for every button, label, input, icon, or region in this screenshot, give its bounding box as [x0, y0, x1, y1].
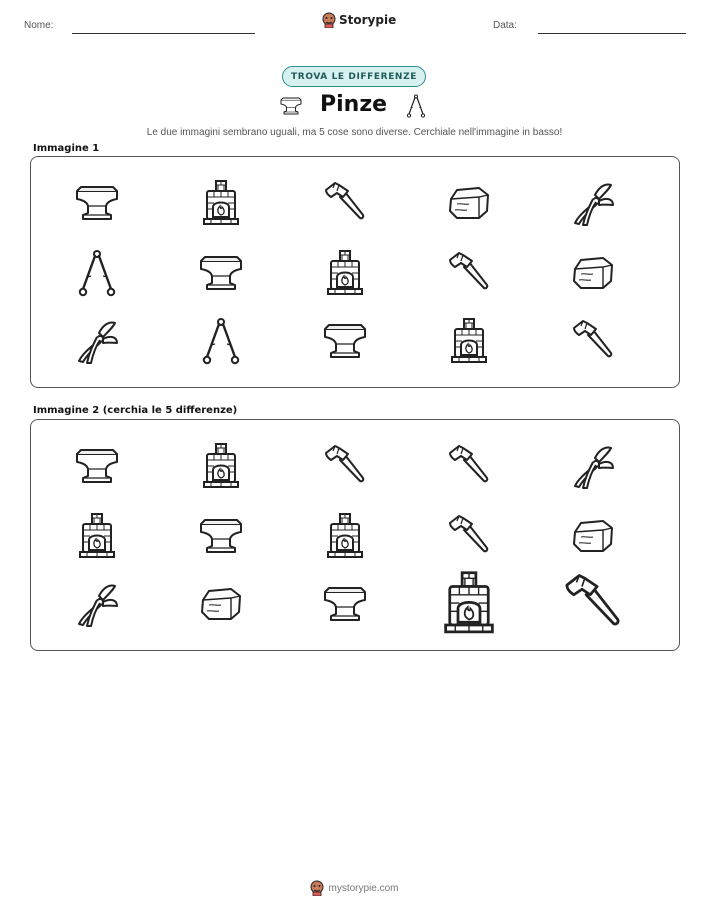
- forge-icon: [321, 249, 369, 297]
- grid-cell[interactable]: [569, 512, 617, 560]
- title-row: [276, 90, 432, 124]
- hammer-icon: [445, 512, 493, 560]
- forge-icon: [445, 317, 493, 365]
- page-title: Pinze: [320, 92, 388, 117]
- grid-cell: [197, 317, 245, 365]
- hammer-icon: [560, 570, 626, 636]
- pliers-icon: [73, 580, 121, 628]
- grid-cell: [197, 179, 245, 227]
- image1-panel: [30, 156, 680, 388]
- grid-cell: [445, 179, 493, 227]
- image2-panel[interactable]: [30, 419, 680, 651]
- tongs-icon: [197, 317, 245, 365]
- hammer-icon: [569, 317, 617, 365]
- mascot-icon: [310, 880, 324, 896]
- forge-icon: [73, 512, 121, 560]
- footer: [0, 880, 709, 896]
- grid-cell: [321, 317, 369, 365]
- anvil-icon: [197, 249, 245, 297]
- grid-cell: [73, 179, 121, 227]
- grid-cell: [321, 249, 369, 297]
- hammer-icon: [445, 249, 493, 297]
- date-label: Data:: [493, 20, 517, 31]
- grid-cell: [445, 317, 493, 365]
- brand-name: Storypie: [339, 13, 397, 27]
- name-label: Nome:: [24, 20, 54, 31]
- grid-cell[interactable]: [321, 512, 369, 560]
- pliers-icon: [569, 179, 617, 227]
- grid-cell[interactable]: [197, 580, 245, 628]
- grid-cell[interactable]: [445, 512, 493, 560]
- grid-cell[interactable]: [321, 442, 369, 490]
- anvil-icon: [73, 442, 121, 490]
- anvil-icon: [321, 580, 369, 628]
- activity-badge: TROVA LE DIFFERENZE: [282, 66, 426, 87]
- image1-label: Immagine 1: [33, 143, 100, 154]
- grid-cell: [569, 317, 617, 365]
- hammer-icon: [321, 442, 369, 490]
- brand-logo: [322, 12, 396, 28]
- forge-icon: [197, 442, 245, 490]
- forge-icon: [436, 570, 502, 636]
- pliers-icon: [73, 317, 121, 365]
- grid-cell: [569, 179, 617, 227]
- stone-icon: [445, 179, 493, 227]
- anvil-icon: [276, 94, 306, 118]
- grid-cell[interactable]: [73, 580, 121, 628]
- forge-icon: [197, 179, 245, 227]
- tongs-icon: [404, 90, 428, 122]
- grid-cell[interactable]: [436, 570, 502, 636]
- grid-cell: [321, 179, 369, 227]
- grid-cell: [197, 249, 245, 297]
- grid-cell[interactable]: [197, 442, 245, 490]
- anvil-icon: [197, 512, 245, 560]
- stone-icon: [569, 512, 617, 560]
- grid-cell[interactable]: [560, 570, 626, 636]
- name-line[interactable]: [72, 33, 255, 34]
- mascot-icon: [322, 12, 336, 28]
- grid-cell[interactable]: [73, 512, 121, 560]
- grid-cell: [569, 249, 617, 297]
- tongs-icon: [73, 249, 121, 297]
- grid-cell[interactable]: [445, 442, 493, 490]
- grid-cell: [73, 249, 121, 297]
- grid-cell: [445, 249, 493, 297]
- instructions: Le due immagini sembrano uguali, ma 5 cose sono diverse. Cerchiale nell'immagine in basso!: [146, 127, 563, 138]
- grid-cell[interactable]: [73, 442, 121, 490]
- grid-cell[interactable]: [197, 512, 245, 560]
- hammer-icon: [321, 179, 369, 227]
- grid-cell: [73, 317, 121, 365]
- grid-cell[interactable]: [569, 442, 617, 490]
- date-line[interactable]: [538, 33, 686, 34]
- pliers-icon: [569, 442, 617, 490]
- stone-icon: [569, 249, 617, 297]
- forge-icon: [321, 512, 369, 560]
- image2-label: Immagine 2 (cerchia le 5 differenze): [33, 405, 238, 416]
- footer-url: mystorypie.com: [328, 882, 399, 894]
- grid-cell[interactable]: [321, 580, 369, 628]
- hammer-icon: [445, 442, 493, 490]
- stone-icon: [197, 580, 245, 628]
- anvil-icon: [321, 317, 369, 365]
- anvil-icon: [73, 179, 121, 227]
